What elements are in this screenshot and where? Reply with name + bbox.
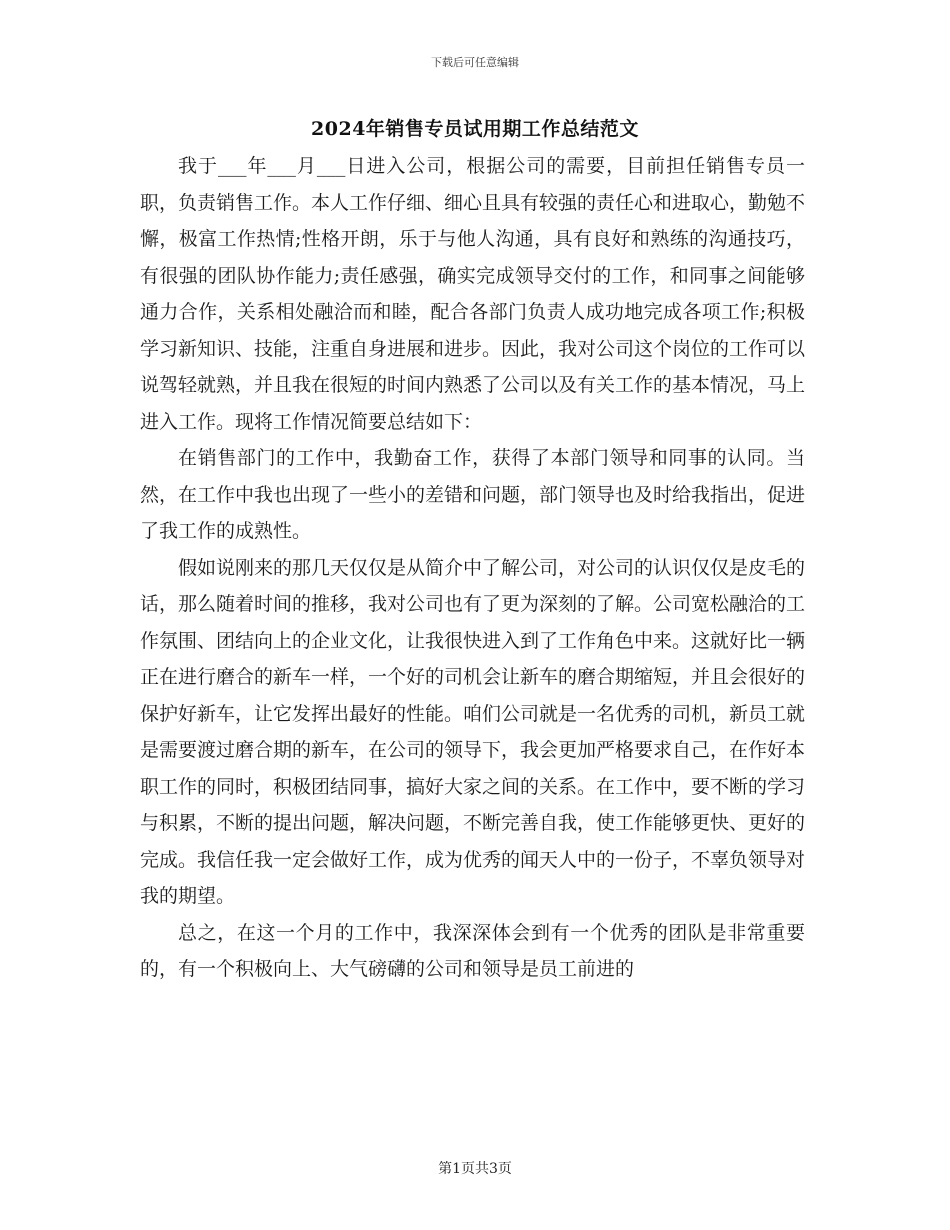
document-title: 2024年销售专员试用期工作总结范文 <box>311 118 639 140</box>
paragraph-3: 假如说刚来的那几天仅仅是从简介中了解公司，对公司的认识仅仅是皮毛的话，那么随着时间的推移，我对公司也有了更为深刻的了解。公司宽松融洽的工作氛围、团结向上的企业文化，让我很快进入到了工作角色中来。这就好比一辆正在进行磨合的新车一样，一个好的司机会让新车的磨合期缩短，并且会很好的保护好新车，让它发挥出最好的性能。咱们公司就是一名优秀的司机，新员工就是需要渡过磨合期的新车，在公司的领导下，我会更加严格要求自己，在作好本职工作的同时，积极团结同事，搞好大家之间的关系。在工作中，要不断的学习与积累，不断的提出问题，解决问题，不断完善自我，使工作能够更快、更好的完成。我信任我一定会做好工作，成为优秀的闻天人中的一份子，不辜负领导对我的期望。 <box>140 556 806 907</box>
paragraph-4: 总之，在这一个月的工作中，我深深体会到有一个优秀的团队是非常重要的，有一个积极向上、大气磅礴的公司和领导是员工前进的 <box>140 921 805 980</box>
document-body <box>140 148 805 988</box>
page-header-note: 下载后可任意编辑 <box>431 56 519 69</box>
page-number: 第1页共3页 <box>438 1161 512 1177</box>
paragraph-2: 在销售部门的工作中，我勤奋工作，获得了本部门领导和同事的认同。当然，在工作中我也出现了一些小的差错和问题，部门领导也及时给我指出，促进了我工作的成熟性。 <box>140 447 806 542</box>
paragraph-1: 我于___年___月___日进入公司，根据公司的需要，目前担任销售专员一职，负责销售工作。本人工作仔细、细心且具有较强的责任心和进取心，勤勉不懈，极富工作热情;性格开朗，乐于与他人沟通，具有良好和熟练的沟通技巧，有很强的团队协作能力;责任感强，确实完成领导交付的工作，和同事之间能够通力合作，关系相处融洽而和睦，配合各部门负责人成功地完成各项工作;积极学习新知识、技能，注重自身进展和进步。因此，我对公司这个岗位的工作可以说驾轻就熟，并且我在很短的时间内熟悉了公司以及有关工作的基本情况，马上进入工作。现将工作情况简要总结如下： <box>140 155 806 433</box>
